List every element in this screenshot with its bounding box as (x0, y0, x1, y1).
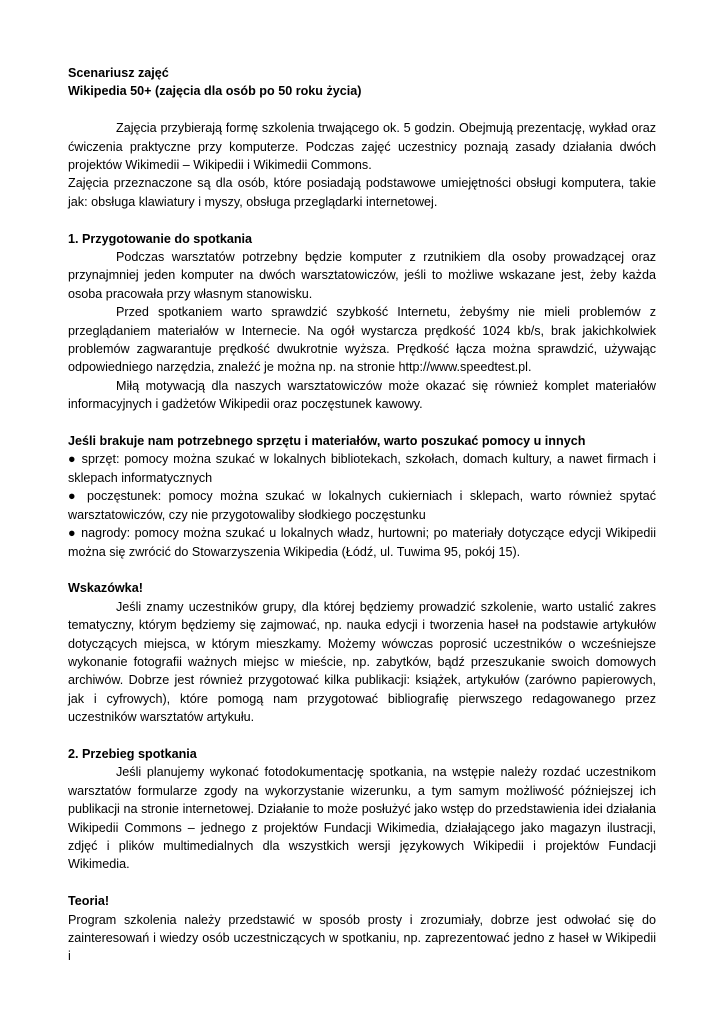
theory-paragraph: Program szkolenia należy przedstawić w sposób prosty i zrozumiały, dobrze jest odwołać się do zainteresowań i wiedzy osób uczestniczących w spotkaniu, np. zaprezentować jedno z haseł w Wikipedii i (68, 912, 656, 964)
section-heading-tip: Wskazówka! (68, 581, 143, 596)
section-heading-preparation: 1. Przygotowanie do spotkania (68, 231, 253, 246)
preparation-paragraph: Miłą motywacją dla naszych warsztatowiczów może okazać się również komplet materiałów informacyjnych i gadżetów Wikipedii oraz poczęstunek kawowy. (68, 378, 656, 412)
spacer (68, 727, 656, 745)
document-title: Scenariusz zajęć (68, 66, 169, 80)
tip-paragraph: Jeśli znamy uczestników grupy, dla której będziemy prowadzić szkolenie, warto ustalić zakres tematyczny, którym będziemy się zajmować, np. nauka edycji i tworzenia haseł na podstawie artykułów dotyczących miejsca, w którym mieszkamy. Możemy wówczas poprosić uczestników o wcześniejsze wykonanie fotografii ważnych miejsc w mieście, np. zabytków, bądź przeszukanie swoich domowych archiwów. Dobrze jest również przygotować kilka publikacji: książek, artykułów (zarówno papierowych, jak i cyfrowych), które pomogą nam przygotować bibliografię pierwszego redagowanego przez uczestników warsztatów artykułu. (68, 599, 656, 725)
section-heading-help: Jeśli brakuje nam potrzebnego sprzętu i materiałów, warto poszukać pomocy u innych (68, 434, 586, 449)
document-subtitle: Wikipedia 50+ (zajęcia dla osób po 50 roku życia) (68, 84, 362, 99)
spacer (68, 414, 656, 432)
intro-paragraph: Zajęcia przeznaczone są dla osób, które posiadają podstawowe umiejętności obsługi komputera, takie jak: obsługa klawiatury i myszy, obsługa przeglądarki internetowej. (68, 176, 656, 209)
document-page (68, 64, 656, 966)
section-heading-meeting: 2. Przebieg spotkania (68, 746, 197, 761)
list-item: ● sprzęt: pomocy można szukać w lokalnych bibliotekach, szkołach, domach kultury, a nawet firmach i sklepach informatycznych (68, 452, 656, 485)
intro-paragraph: Zajęcia przybierają formę szkolenia trwającego ok. 5 godzin. Obejmują prezentację, wykład oraz ćwiczenia praktyczne przy komputerze. Podczas zajęć uczestnicy poznają zasady działania dwóch projektów Wikimedii – Wikipedii i Wikimedii Commons. (68, 121, 656, 173)
spacer (68, 561, 656, 579)
spacer (68, 211, 656, 229)
meeting-paragraph: Jeśli planujemy wykonać fotodokumentację spotkania, na wstępie należy rozdać uczestnikom warsztatów formularze zgody na wykorzystanie wizerunku, a tym samym możliwość późniejszej ich publikacji na stronie internetowej. Działanie to może posłużyć jako wstęp do przedstawienia idei działania Wikipedii Commons – jednego z projektów Fundacji Wikimedia, działającego jako magazyn ilustracji, zdjęć i plików multimedialnych dla wszystkich wersji językowych Wikipedii i projektów Fundacji Wikimedia. (68, 765, 656, 872)
preparation-paragraph: Podczas warsztatów potrzebny będzie komputer z rzutnikiem dla osoby prowadzącej oraz przynajmniej jeden komputer na dwóch warsztatowiczów, jeśli to możliwe wskazane jest, żeby każda osoba pracowała przy własnym stanowisku. (68, 250, 656, 301)
section-heading-theory: Teoria! (68, 894, 110, 909)
list-item: ● poczęstunek: pomocy można szukać w lokalnych cukierniach i sklepach, warto również spytać warsztatowiczów, czy nie przygotowaliby słodkiego poczęstunku (68, 489, 656, 522)
list-item: ● nagrody: pomocy można szukać u lokalnych władz, hurtowni; po materiały dotyczące edycji Wikipedii można się zwrócić do Stowarzyszenia Wikipedia (Łódź, ul. Tuwima 95, pokój 15). (68, 526, 656, 559)
spacer (68, 101, 656, 119)
preparation-paragraph: Przed spotkaniem warto sprawdzić szybkość Internetu, żebyśmy nie mieli problemów z przeglądaniem materiałów w Internecie. Na ogół wystarcza prędkość 1024 kb/s, brak jakichkolwiek problemów zagwarantuje prędkość dwukrotnie wyższa. Prędkość łącza można sprawdzić, używając odpowiedniego narzędzia, znaleźć je można np. na stronie http://www.speedtest.pl. (68, 305, 656, 375)
spacer (68, 874, 656, 892)
